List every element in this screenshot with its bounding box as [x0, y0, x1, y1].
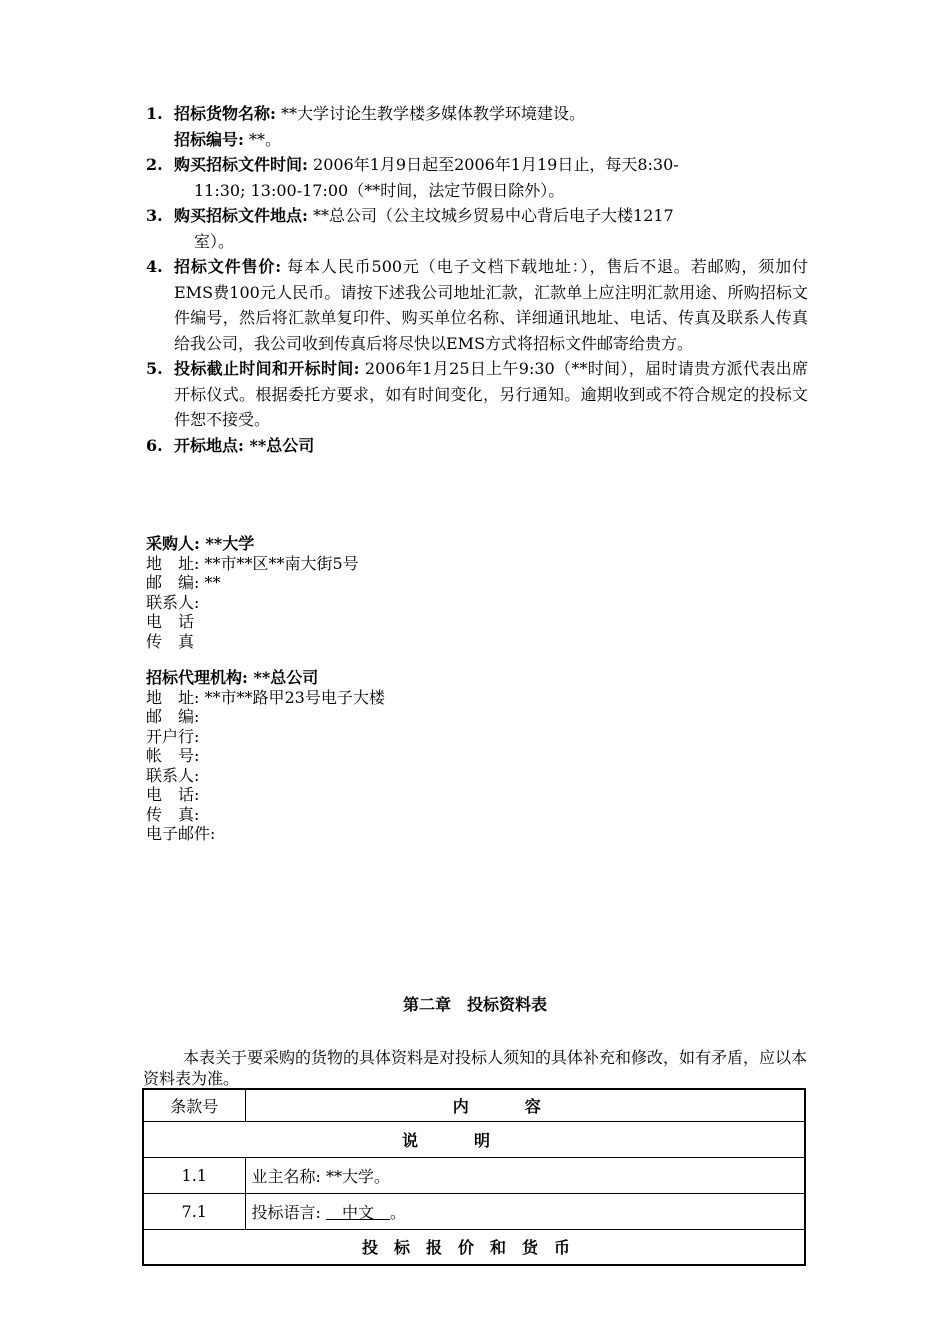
item-4: 4. 招标文件售价: 每本人民币500元（电子文档下载地址：），售后不退。若邮购，须加付EMS费100元人民币。请按下述我公司地址汇款，汇款单上应注明汇款用途、所购招标文件编号，然后将汇款单复印件、购买单位名称、详细通讯地址、电话、传真及联系人传真给我公司，我公司收到传真后将尽快以EMS方式将招标文件邮寄给贵方。	[146, 257, 808, 353]
table-explain-row	[143, 1121, 805, 1157]
purchaser-fax: 传 真	[146, 631, 195, 651]
table-row	[143, 1157, 805, 1193]
item-text: 2006年1月25日上午9:30（**时间），届时请贵方派代表出席开标仪式。根据委托方要求，如有时间变化，另行通知。逾期收到或不符合规定的投标文件恕不接受。	[174, 359, 808, 429]
purchaser-block	[146, 534, 359, 651]
purchaser-heading: 采购人: **大学	[146, 534, 255, 553]
item-label: 投标截止时间和开标时间:	[174, 359, 360, 378]
item-6: 6. 开标地点: **总公司	[146, 435, 315, 455]
purchaser-postcode: 邮 编: **	[146, 573, 221, 592]
agency-block	[146, 668, 385, 844]
item-text: **。	[243, 129, 282, 149]
header-explain: 说明	[143, 1121, 805, 1157]
purchaser-phone: 电 话	[146, 612, 195, 631]
agency-address: 地 址: **市**路甲23号电子大楼	[146, 687, 385, 707]
row-clause: 1.1	[143, 1157, 245, 1193]
spec-table	[142, 1088, 806, 1266]
table-section-row	[143, 1229, 805, 1265]
item-5: 5. 投标截止时间和开标时间: 2006年1月25日上午9:30（**时间），届时请贵方派代表出席开标仪式。根据委托方要求，如有时间变化，另行通知。逾期收到或不符合规定的投标文件恕不接受。	[146, 359, 808, 429]
agency-email: 电子邮件:	[146, 824, 216, 843]
item-text: **总公司	[243, 435, 315, 455]
item-1: 1. 招标货物名称: **大学讨论生教学楼多媒体教学环境建设。	[146, 104, 586, 123]
agency-bank: 开户行:	[146, 726, 200, 746]
agency-fax: 传 真:	[146, 804, 200, 824]
language-value: 中文	[325, 1202, 390, 1222]
row-text: 投标语言: 中文 。	[245, 1193, 805, 1229]
item-text: 2006年1月9日起至2006年1月19日止，每天8:30-	[307, 155, 679, 174]
purchaser-address: 地 址: **市**区**南大街5号	[146, 553, 359, 573]
chapter-title: 第二章 投标资料表	[402, 995, 547, 1014]
purchaser-contact: 联系人:	[146, 592, 200, 612]
item-3: 3. 购买招标文件地点: **总公司（公主坟城乡贸易中心背后电子大楼1217 室）。	[146, 206, 674, 251]
item-label: 购买招标文件地点:	[174, 206, 308, 225]
item-label: 招标货物名称:	[174, 104, 276, 123]
row-text: 业主名称: **大学。	[245, 1157, 805, 1193]
item-label: 招标编号:	[174, 129, 244, 149]
section-title: 投标报价和货币	[143, 1229, 805, 1265]
table-row	[143, 1193, 805, 1229]
table-header-row	[143, 1089, 805, 1121]
item-text-cont: 室）。	[194, 231, 235, 251]
item-2: 2. 购买招标文件时间: 2006年1月9日起至2006年1月19日止，每天8:30- 11:30; 13:00-17:00（**时间，法定节假日除外）。	[146, 155, 679, 200]
agency-contact: 联系人:	[146, 765, 200, 785]
tender-items	[146, 101, 808, 458]
item-text-cont: 11:30; 13:00-17:00（**时间，法定节假日除外）。	[194, 180, 565, 200]
item-label: 购买招标文件时间:	[174, 155, 308, 174]
item-text: 每本人民币500元（电子文档下载地址：），售后不退。若邮购，须加付EMS费100元人民币。请按下述我公司地址汇款，汇款单上应注明汇款用途、所购招标文件编号，然后将汇款单复印件、购买单位名称、详细通讯地址、电话、传真及联系人传真给我公司，我公司收到传真后将尽快以EMS方式将招标文件邮寄给贵方。	[174, 257, 808, 353]
item-label: 开标地点:	[174, 435, 244, 455]
header-content: 内容	[245, 1089, 805, 1121]
agency-postcode: 邮 编:	[146, 707, 200, 726]
agency-account: 帐 号:	[146, 746, 200, 765]
agency-heading: 招标代理机构: **总公司	[146, 668, 319, 687]
header-clause: 条款号	[143, 1089, 245, 1121]
row-clause: 7.1	[143, 1193, 245, 1229]
agency-phone: 电 话:	[146, 785, 200, 804]
item-1-sub	[146, 127, 808, 153]
item-text: **大学讨论生教学楼多媒体教学环境建设。	[275, 104, 586, 123]
intro-paragraph: 本表关于要采购的货物的具体资料是对投标人须知的具体补充和修改，如有矛盾，应以本资料表为准。	[143, 1048, 808, 1088]
item-label: 招标文件售价:	[174, 257, 282, 276]
item-text: **总公司（公主坟城乡贸易中心背后电子大楼1217	[307, 206, 674, 225]
